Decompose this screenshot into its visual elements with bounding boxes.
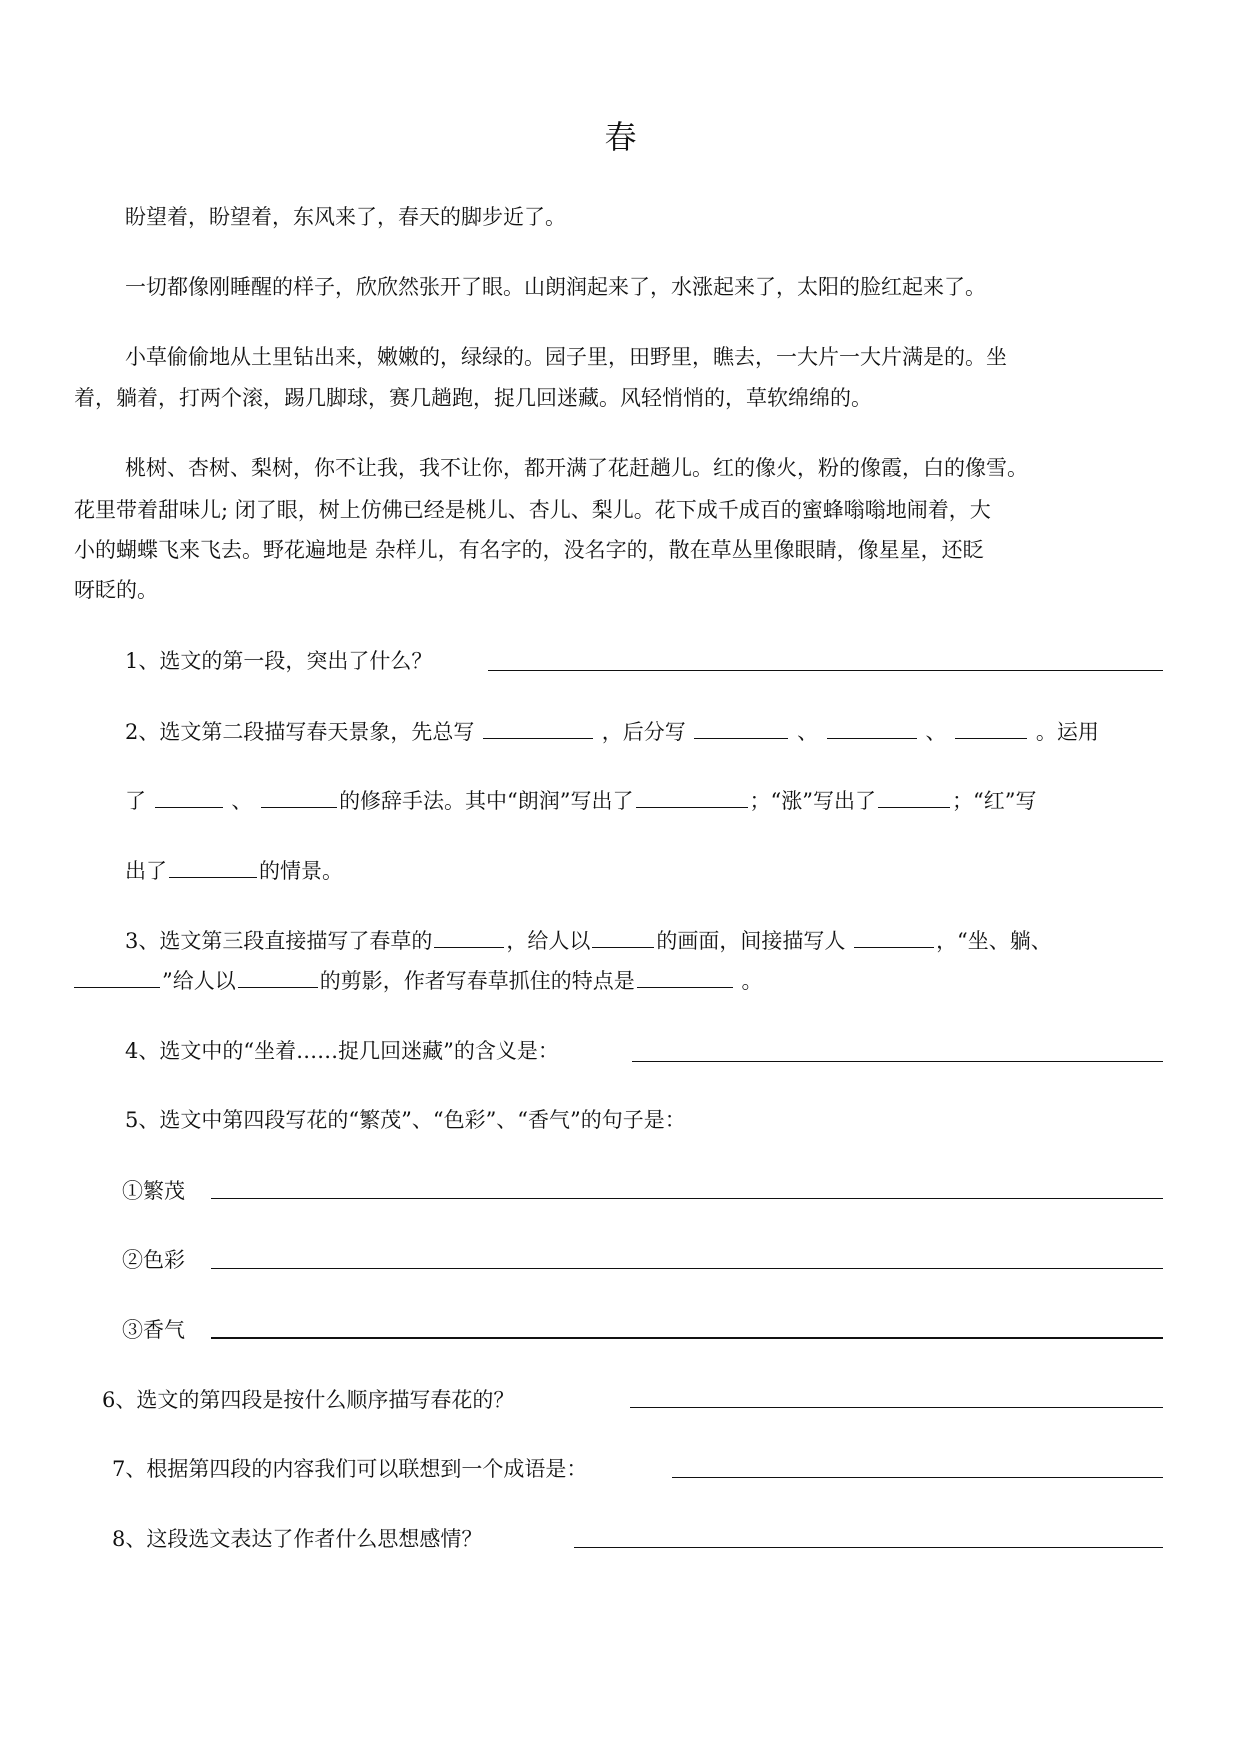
- q2-text-k: 出了: [125, 859, 167, 883]
- answer-line-q6[interactable]: [630, 1407, 1163, 1408]
- passage-paragraph-4-line-1: 桃树、杏树、梨树，你不让我，我不让你，都开满了花赶趟儿。红的像火，粉的像霞，白的像雪。: [125, 456, 1028, 480]
- blank-q2-2[interactable]: [694, 718, 788, 739]
- q3-text-g: 。: [741, 969, 763, 993]
- q2-text-h: 的修辞手法。其中“朗润”写出了: [339, 789, 634, 813]
- question-4: 4、选文中的“坐着……捉几回迷藏”的含义是：: [125, 1039, 559, 1063]
- answer-line-q1[interactable]: [488, 670, 1163, 671]
- blank-q3-3[interactable]: [854, 927, 934, 948]
- blank-q2-7[interactable]: [636, 787, 748, 808]
- blank-q3-1[interactable]: [434, 927, 504, 948]
- question-6: 6、选文的第四段是按什么顺序描写春花的？: [102, 1388, 515, 1412]
- answer-line-q4[interactable]: [632, 1061, 1163, 1062]
- q2-text-l: 的情景。: [259, 859, 343, 883]
- blank-q2-1[interactable]: [483, 718, 593, 739]
- passage-paragraph-4-line-3: 小的蝴蝶飞来飞去。野花遍地是 杂样儿，有名字的，没名字的，散在草丛里像眼睛，像星星，还眨: [74, 538, 984, 562]
- question-3-line-2: [74, 967, 762, 994]
- answer-line-q5-3[interactable]: [211, 1337, 1163, 1339]
- blank-q2-3[interactable]: [827, 718, 917, 739]
- q3-text-f: 的剪影，作者写春草抓住的特点是: [319, 969, 635, 993]
- blank-q2-5[interactable]: [155, 787, 223, 808]
- q5-item-secai: ②色彩: [122, 1248, 185, 1272]
- q2-text-f: 了: [125, 789, 146, 813]
- page-title: 春: [604, 118, 637, 156]
- question-8: 8、这段选文表达了作者什么思想感情？: [112, 1527, 483, 1551]
- q2-text-e: 。运用: [1035, 720, 1099, 744]
- q5-item-xiangqi: ③香气: [122, 1318, 185, 1342]
- q3-text-e: ”给人以: [162, 969, 236, 993]
- passage-paragraph-3-line-2: 着，躺着，打两个滚，踢几脚球，赛几趟跑，捉几回迷藏。风轻悄悄的，草软绵绵的。: [74, 386, 872, 410]
- blank-q3-2[interactable]: [592, 927, 654, 948]
- blank-q2-9[interactable]: [169, 857, 257, 878]
- q3-text-a: 3、选文第三段直接描写了春草的: [125, 929, 433, 953]
- q2-text-c: 、: [797, 720, 819, 744]
- q2-text-j: ；“红”写: [952, 789, 1037, 813]
- passage-paragraph-4-line-2: 花里带着甜味儿; 闭了眼，树上仿佛已经是桃儿、杏儿、梨儿。花下成千成百的蜜蜂嗡嗡地闹着，大: [74, 498, 991, 522]
- question-3-line-1: [125, 927, 1052, 954]
- question-2-line-3: [125, 857, 343, 884]
- blank-q3-5[interactable]: [238, 967, 318, 988]
- question-7: 7、根据第四段的内容我们可以联想到一个成语是：: [112, 1457, 588, 1481]
- question-2-line-1: [125, 718, 1099, 745]
- answer-line-q8[interactable]: [574, 1547, 1163, 1548]
- blank-q2-8[interactable]: [878, 787, 950, 808]
- q2-text-g: 、: [231, 789, 253, 813]
- blank-q3-6[interactable]: [637, 967, 733, 988]
- q2-text-i: ；“涨”写出了: [749, 789, 877, 813]
- question-5: 5、选文中第四段写花的“繁茂”、“色彩”、“香气”的句子是：: [125, 1108, 686, 1132]
- q2-text-b: ，后分写: [601, 720, 686, 744]
- passage-paragraph-3-line-1: 小草偷偷地从土里钻出来，嫩嫩的，绿绿的。园子里，田野里，瞧去，一大片一大片满是的。坐: [125, 345, 1007, 369]
- answer-line-q5-1[interactable]: [211, 1198, 1163, 1199]
- q3-text-c: 的画面，间接描写人: [656, 929, 846, 953]
- blank-q2-6[interactable]: [261, 787, 337, 808]
- passage-paragraph-1: 盼望着，盼望着，东风来了，春天的脚步近了。: [125, 205, 566, 229]
- passage-paragraph-2: 一切都像刚睡醒的样子，欣欣然张开了眼。山朗润起来了，水涨起来了，太阳的脸红起来了。: [125, 275, 986, 299]
- answer-line-q7[interactable]: [672, 1477, 1163, 1478]
- q3-text-d: ，“坐、躺、: [936, 929, 1052, 953]
- question-2-line-2: [125, 787, 1037, 814]
- q2-text-d: 、: [925, 720, 947, 744]
- question-1: 1、选文的第一段，突出了什么？: [125, 649, 433, 673]
- blank-q3-4[interactable]: [74, 967, 160, 988]
- q5-item-fanmao: ①繁茂: [122, 1179, 185, 1203]
- q3-text-b: ，给人以: [506, 929, 591, 953]
- q2-text-a: 2、选文第二段描写春天景象，先总写: [125, 720, 475, 744]
- blank-q2-4[interactable]: [955, 718, 1027, 739]
- answer-line-q5-2[interactable]: [211, 1268, 1163, 1269]
- passage-paragraph-4-line-4: 呀眨的。: [74, 578, 158, 602]
